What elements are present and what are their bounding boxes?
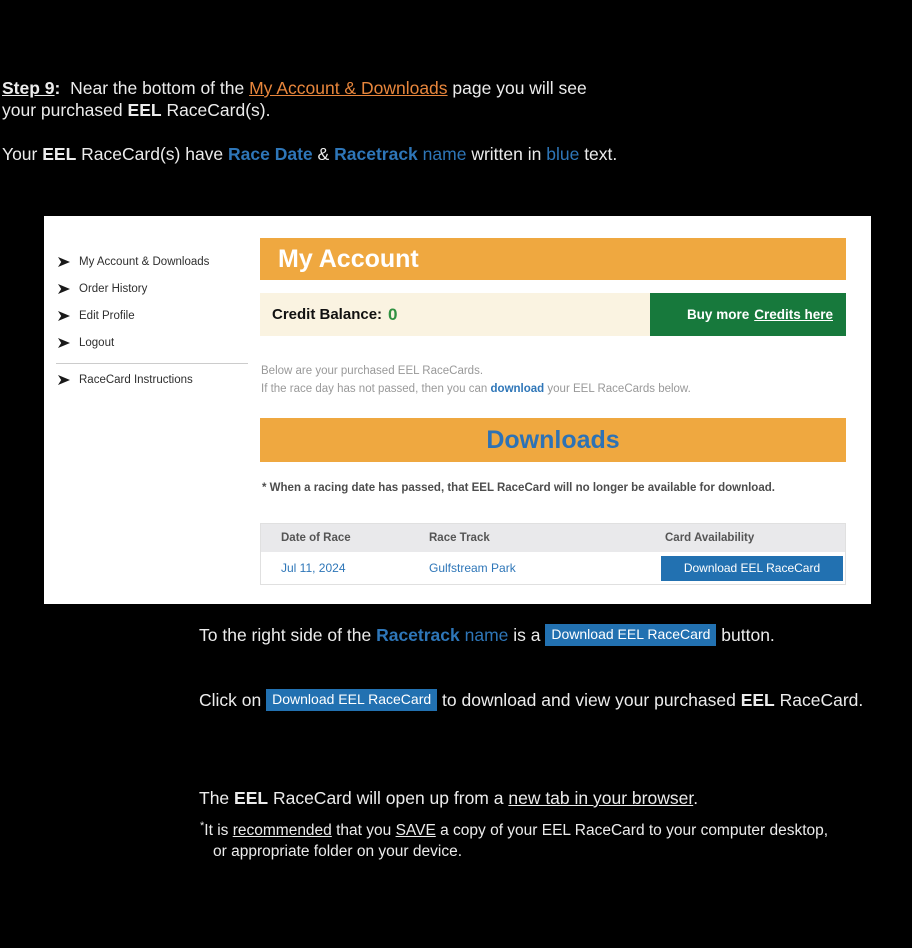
buy-more-credits-button[interactable] (650, 293, 846, 336)
description-line2 (261, 380, 691, 398)
step9-line2 (2, 100, 587, 122)
step9-line1 (2, 78, 587, 100)
purchased-cards-description (261, 362, 691, 398)
text: Your (2, 144, 38, 164)
arrow-icon (58, 257, 70, 267)
text: It is (204, 822, 229, 839)
name-highlight: name (422, 144, 467, 164)
description-line1: Below are your purchased EEL RaceCards. (261, 365, 484, 377)
my-account-header: My Account (260, 238, 846, 280)
credit-balance-strip (260, 293, 846, 336)
sidebar-item-my-account-downloads[interactable] (58, 256, 209, 268)
caption-right-side (199, 624, 775, 647)
eel-bold: EEL (234, 788, 269, 808)
buy-more-label: Buy more (686, 307, 750, 322)
save-recommendation-note (200, 816, 828, 862)
credit-balance-value: 0 (388, 304, 398, 324)
save-note-line2: or appropriate folder on your device. (213, 843, 463, 860)
save-note-line1 (200, 816, 828, 841)
arrow-icon (58, 375, 70, 385)
step9-text2: your purchased (2, 99, 123, 120)
text: RaceCard(s) have (81, 144, 224, 164)
save-emphasis: SAVE (395, 822, 436, 839)
recommended-emphasis: recommended (232, 822, 332, 839)
text: If the race day has not passed, then you can (261, 383, 488, 395)
card-availability-cell (645, 556, 845, 581)
download-button-badge: Download EEL RaceCard (545, 624, 716, 646)
account-page-screenshot (44, 216, 871, 604)
arrow-icon (58, 284, 70, 294)
asterisk: * (200, 820, 205, 832)
my-account-downloads-link[interactable]: My Account & Downloads (249, 78, 448, 98)
step9-colon: : (54, 78, 61, 98)
text: The (199, 788, 230, 808)
blue-text-line (2, 144, 617, 166)
step9-text: Near the bottom of the (70, 78, 245, 98)
text: is a (513, 625, 541, 645)
blue-word: blue (546, 144, 580, 164)
text: a copy of your EEL RaceCard to your computer desktop, (440, 822, 829, 839)
arrow-icon (58, 311, 70, 321)
caption-click-on (199, 689, 863, 712)
arrow-icon (58, 338, 70, 348)
sidebar-divider (56, 363, 248, 364)
table-row (261, 552, 845, 584)
text: RaceCard will open up from a (272, 788, 504, 808)
download-button-badge: Download EEL RaceCard (266, 689, 437, 711)
sidebar-item-label: Order History (79, 283, 148, 295)
text: written in (471, 144, 542, 164)
downloads-table (260, 523, 846, 585)
text: button. (721, 625, 775, 645)
account-main-column (260, 216, 846, 604)
sidebar-item-label: Logout (79, 337, 115, 349)
step9-label: Step 9 (2, 78, 55, 98)
sidebar-item-logout[interactable] (58, 337, 114, 349)
downloads-banner: Downloads (260, 418, 846, 462)
text: your EEL RaceCards below. (547, 383, 691, 395)
table-header-row (261, 524, 845, 552)
text: Click on (199, 690, 262, 710)
eel-bold: EEL (127, 99, 162, 120)
expiry-note: * When a racing date has passed, that EEL RaceCard will no longer be available for download. (262, 482, 775, 494)
racetrack-highlight: Racetrack (334, 144, 418, 164)
text: To the right side of the (199, 625, 372, 645)
header-date-of-race: Date of Race (281, 532, 351, 544)
race-track-link[interactable]: Gulfstream Park (429, 561, 516, 575)
sidebar-item-racecard-instructions[interactable] (58, 374, 193, 386)
ampersand: & (317, 144, 330, 164)
name-highlight: name (464, 625, 509, 645)
caption-new-tab (199, 788, 698, 810)
text: . (693, 788, 699, 808)
header-race-track: Race Track (429, 532, 490, 544)
step9-text-post: page you will see (452, 78, 587, 98)
sidebar-item-label: My Account & Downloads (79, 256, 210, 268)
sidebar-item-label: RaceCard Instructions (79, 374, 193, 386)
text: to download and view your purchased (442, 690, 736, 710)
text: RaceCard. (779, 690, 864, 710)
credits-here-link[interactable]: Credits here (754, 307, 833, 322)
download-eel-racecard-button[interactable]: Download EEL RaceCard (661, 556, 843, 581)
sidebar-item-edit-profile[interactable] (58, 310, 135, 322)
text: text. (584, 144, 618, 164)
eel-bold: EEL (740, 690, 775, 710)
header-card-availability: Card Availability (665, 532, 755, 544)
race-date-link[interactable]: Jul 11, 2024 (281, 561, 346, 575)
race-date-highlight: Race Date (228, 144, 313, 164)
credit-balance-label: Credit Balance: (272, 306, 383, 323)
sidebar-item-label: Edit Profile (79, 310, 135, 322)
credit-balance (260, 293, 650, 336)
step9-paragraph (2, 78, 587, 121)
new-tab-emphasis: new tab in your browser (508, 788, 694, 808)
eel-bold: EEL (42, 144, 77, 164)
sidebar-item-order-history[interactable] (58, 283, 147, 295)
step9-text3: RaceCard(s). (166, 99, 271, 120)
download-emphasis: download (490, 383, 545, 395)
text: that you (336, 822, 392, 839)
racetrack-highlight: Racetrack (376, 625, 460, 645)
